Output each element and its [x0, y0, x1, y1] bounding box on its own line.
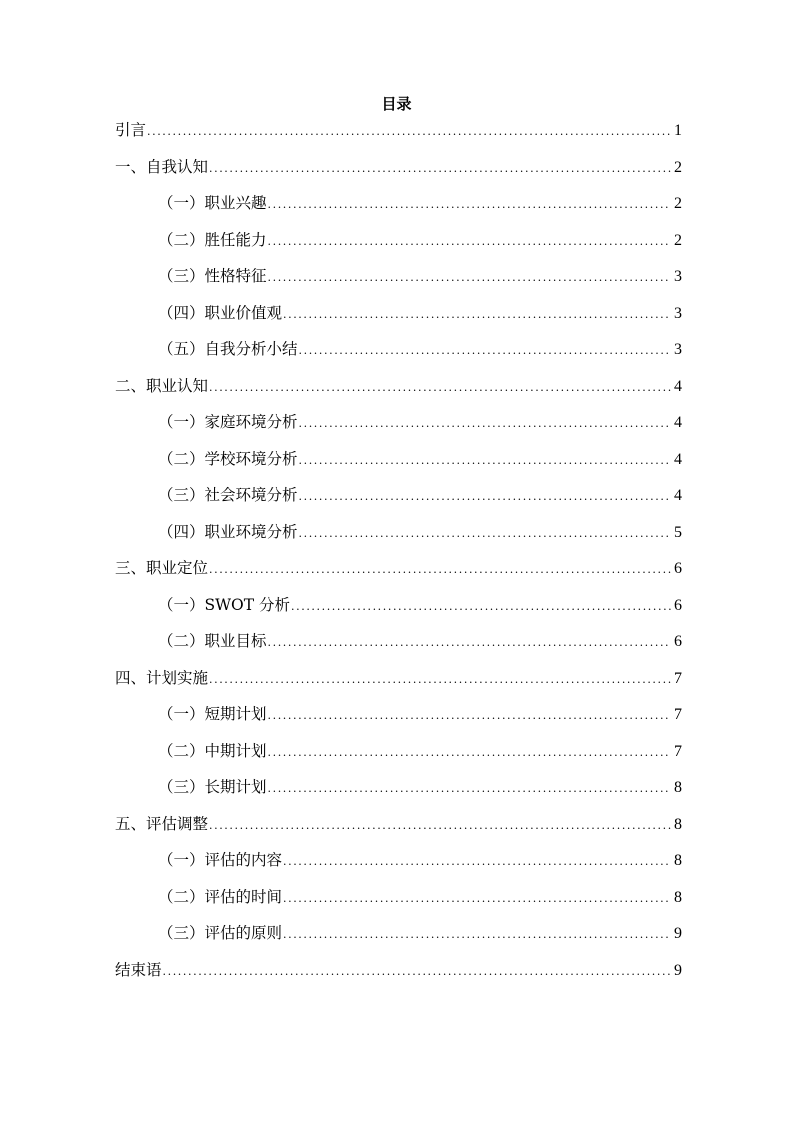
toc-entry[interactable]	[115, 153, 682, 190]
toc-entry-label: 四、计划实施	[115, 668, 209, 687]
toc-entry[interactable]	[115, 445, 682, 482]
toc-dot-leader	[268, 191, 671, 219]
toc-entry[interactable]	[115, 262, 682, 299]
toc-entry[interactable]	[115, 518, 682, 555]
toc-entry-page-number: 8	[674, 815, 682, 833]
toc-entry[interactable]	[115, 226, 682, 263]
toc-dot-leader	[299, 337, 671, 365]
toc-dot-leader	[299, 447, 671, 475]
toc-entry[interactable]	[115, 700, 682, 737]
toc-entry-label: 引言	[115, 121, 147, 139]
toc-entry-label: （一）评估的内容	[158, 851, 283, 869]
toc-entry-page-number: 8	[674, 852, 682, 869]
toc-entry-label: （一）短期计划	[158, 705, 267, 723]
toc-title: 目录	[381, 95, 412, 113]
toc-entry[interactable]	[115, 481, 682, 518]
toc-entry[interactable]	[115, 627, 682, 664]
toc-entry[interactable]	[115, 116, 682, 153]
toc-entry-label: （二）评估的时间	[158, 887, 283, 906]
toc-dot-leader	[283, 301, 671, 329]
toc-dot-leader	[299, 410, 671, 438]
toc-entry[interactable]	[115, 737, 682, 774]
toc-entry-label: （一）SWOT 分析	[158, 595, 291, 614]
toc-entry[interactable]	[115, 554, 682, 591]
toc-entry[interactable]	[115, 189, 682, 226]
toc-entry-label: （三）社会环境分析	[158, 486, 298, 504]
toc-dot-leader	[209, 812, 671, 840]
toc-dot-leader	[299, 483, 671, 511]
toc-entry-label: （四）职业环境分析	[158, 522, 298, 541]
toc-list	[115, 116, 682, 992]
toc-entry-label: 三、职业定位	[115, 559, 209, 577]
toc-entry-page-number: 6	[674, 596, 682, 614]
toc-dot-leader	[268, 228, 671, 256]
toc-dot-leader	[268, 702, 671, 730]
toc-dot-leader	[291, 593, 671, 621]
toc-entry[interactable]	[115, 591, 682, 628]
toc-entry-label: （二）胜任能力	[158, 230, 267, 249]
toc-entry-label: （二）中期计划	[158, 741, 267, 760]
toc-entry-label: （一）职业兴趣	[158, 194, 267, 212]
toc-entry-page-number: 8	[674, 888, 682, 906]
toc-entry-label: （五）自我分析小结	[158, 340, 298, 358]
toc-entry[interactable]	[115, 883, 682, 920]
toc-entry-page-number: 6	[674, 633, 682, 650]
toc-dot-leader	[147, 118, 671, 146]
toc-entry[interactable]	[115, 408, 682, 445]
toc-dot-leader	[283, 921, 671, 949]
toc-entry-page-number: 4	[674, 450, 682, 468]
toc-entry[interactable]	[115, 664, 682, 701]
toc-entry-page-number: 9	[674, 961, 682, 979]
toc-entry-page-number: 9	[674, 925, 682, 942]
toc-entry-page-number: 3	[674, 268, 682, 285]
toc-dot-leader	[268, 629, 671, 657]
toc-dot-leader	[268, 264, 671, 292]
toc-entry-label: （三）性格特征	[158, 267, 267, 285]
toc-entry[interactable]	[115, 372, 682, 409]
toc-dot-leader	[283, 848, 671, 876]
toc-entry-page-number: 8	[674, 779, 682, 796]
toc-entry-label: （三）评估的原则	[158, 924, 283, 942]
toc-dot-leader	[299, 520, 671, 548]
toc-entry-page-number: 4	[674, 487, 682, 504]
toc-dot-leader	[283, 885, 671, 913]
toc-entry-page-number: 2	[674, 231, 682, 249]
toc-entry[interactable]	[115, 919, 682, 956]
toc-entry-label: （二）职业目标	[158, 632, 267, 650]
toc-dot-leader	[209, 666, 671, 694]
toc-entry-label: （二）学校环境分析	[158, 449, 298, 468]
toc-entry-label: （四）职业价值观	[158, 303, 283, 322]
toc-entry-label: 五、评估调整	[115, 814, 209, 833]
toc-entry[interactable]	[115, 773, 682, 810]
toc-entry-page-number: 5	[674, 523, 682, 541]
toc-entry[interactable]	[115, 335, 682, 372]
toc-entry[interactable]	[115, 299, 682, 336]
toc-entry-page-number: 4	[674, 377, 682, 395]
toc-dot-leader	[209, 556, 671, 584]
toc-dot-leader	[163, 958, 671, 986]
toc-dot-leader	[268, 739, 671, 767]
toc-entry[interactable]	[115, 810, 682, 847]
toc-entry-page-number: 7	[674, 742, 682, 760]
toc-entry-label: 一、自我认知	[115, 157, 209, 176]
toc-entry-page-number: 7	[674, 669, 682, 687]
toc-entry-page-number: 3	[674, 304, 682, 322]
toc-entry[interactable]	[115, 956, 682, 993]
toc-entry-page-number: 1	[674, 122, 682, 139]
toc-entry-page-number: 3	[674, 341, 682, 358]
toc-entry-page-number: 6	[674, 560, 682, 577]
toc-entry-label: 结束语	[115, 960, 162, 979]
toc-dot-leader	[209, 374, 671, 402]
toc-entry-page-number: 4	[674, 414, 682, 431]
toc-entry-page-number: 2	[674, 195, 682, 212]
toc-dot-leader	[209, 155, 671, 183]
toc-dot-leader	[268, 775, 671, 803]
toc-entry-page-number: 7	[674, 706, 682, 723]
toc-entry-label: （三）长期计划	[158, 778, 267, 796]
toc-entry[interactable]	[115, 846, 682, 883]
toc-entry-label: 二、职业认知	[115, 376, 209, 395]
toc-entry-page-number: 2	[674, 158, 682, 176]
toc-entry-label: （一）家庭环境分析	[158, 413, 298, 431]
